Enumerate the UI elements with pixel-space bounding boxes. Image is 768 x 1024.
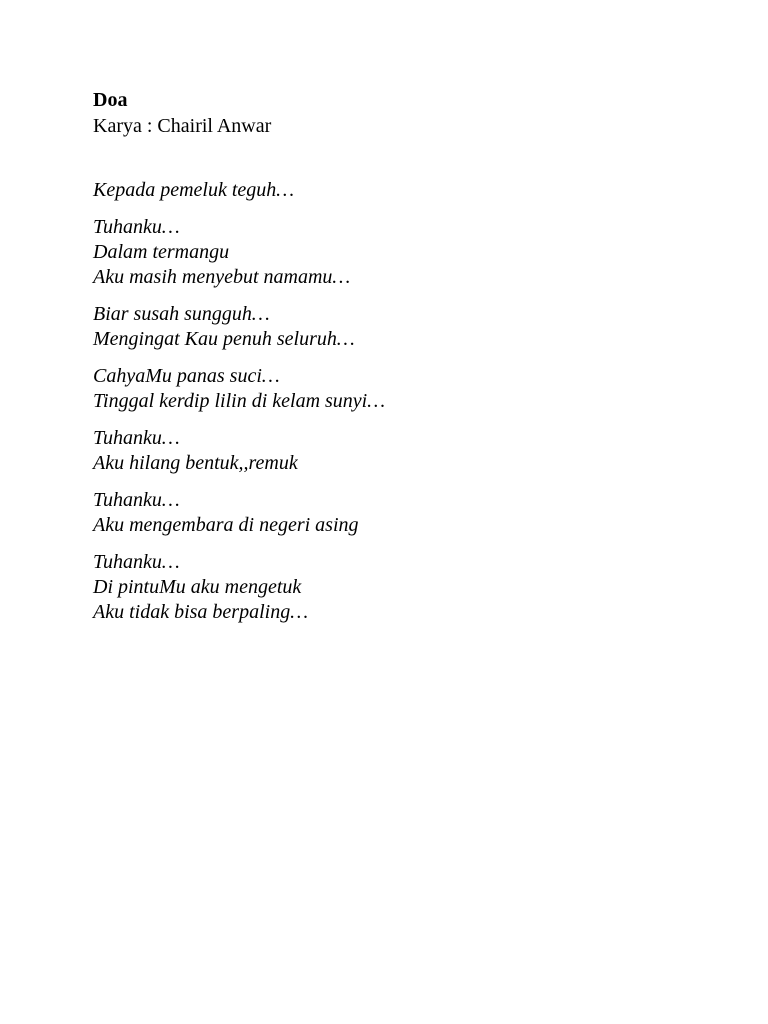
poem-line: Aku mengembara di negeri asing (93, 514, 359, 536)
poem-line: Di pintuMu aku mengetuk (93, 576, 302, 598)
poem-title: Doa (93, 89, 128, 111)
stanza-7 (93, 550, 693, 625)
poem-line: Biar susah sungguh… (93, 303, 270, 325)
poem-line: Tuhanku… (93, 216, 180, 238)
poem-line: Tinggal kerdip lilin di kelam sunyi… (93, 390, 386, 412)
poem-line: Dalam termangu (93, 241, 230, 263)
stanza-1 (93, 178, 693, 203)
poem-author: Karya : Chairil Anwar (93, 115, 272, 137)
stanza-5 (93, 426, 693, 476)
stanza-4 (93, 364, 693, 414)
poem-line: Mengingat Kau penuh seluruh… (93, 328, 355, 350)
stanza-2 (93, 215, 693, 290)
poem-line: Aku hilang bentuk,,remuk (93, 452, 298, 474)
poem-container (93, 88, 693, 637)
stanza-3 (93, 302, 693, 352)
stanza-6 (93, 488, 693, 538)
poem-line: Tuhanku… (93, 551, 180, 573)
poem-line: Kepada pemeluk teguh… (93, 179, 295, 201)
poem-line: Tuhanku… (93, 427, 180, 449)
poem-line: Tuhanku… (93, 489, 180, 511)
poem-line: Aku masih menyebut namamu… (93, 266, 351, 288)
poem-line: CahyaMu panas suci… (93, 365, 280, 387)
poem-line: Aku tidak bisa berpaling… (93, 601, 308, 623)
